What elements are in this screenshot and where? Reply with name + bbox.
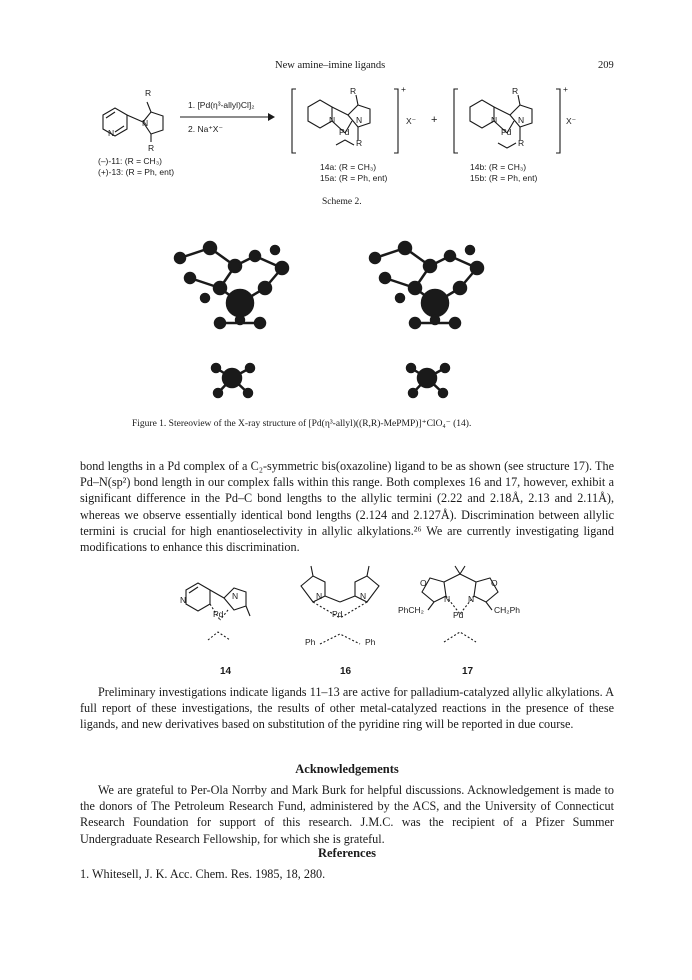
scheme-caption: Scheme 2. xyxy=(322,197,362,207)
right-molecule xyxy=(370,242,483,328)
ligand-11-structure xyxy=(95,90,175,150)
n-label: N xyxy=(468,594,475,604)
paragraph-text: bond lengths in a Pd complex of a C₂-symmetric bis(oxazoline) ligand to be as shown (see structure 17). The Pd–N(sp²) bond length in our complex falls within this range. Both complexes 16 and 17, however, exhibit a significant difference in the Pd–C bond lengths to the allylic termini (2.22 and 2.18Å, 2.13 and 2.11Å), whereas we observe essentially identical bond lengths (2.124 and 2.127Å). Discrimination between allylic termini is crucial for high enantioselectivity in allylic alkylations.²⁶ We are currently investigating ligand modifications to enhance this discrimination. xyxy=(80,459,614,555)
r-label: R xyxy=(356,138,363,148)
r-label: R xyxy=(145,88,152,98)
prod-b-label-1: 14b: (R = CH₃) xyxy=(470,162,527,172)
n-label: N xyxy=(360,591,367,601)
complex-14b-structure xyxy=(452,85,562,157)
n-label: N xyxy=(444,594,451,604)
n-label: N xyxy=(329,115,336,125)
acknowledgements-heading: Acknowledgements xyxy=(295,762,399,776)
n-label: N xyxy=(232,591,239,601)
r-label: R xyxy=(148,143,155,153)
start-label-1: (–)-11: (R = CH₃) xyxy=(98,156,162,166)
reference-list xyxy=(80,866,614,882)
n-label: N xyxy=(316,591,323,601)
o-label: O xyxy=(491,578,498,588)
structure-17-label: 17 xyxy=(462,666,474,677)
left-molecule xyxy=(175,242,288,328)
stereoview-xray-figure xyxy=(160,238,540,400)
reaction-arrow xyxy=(180,112,275,122)
references-heading: References xyxy=(317,846,377,860)
n-label: N xyxy=(142,118,149,128)
pd-label: Pd xyxy=(339,127,350,137)
counterion: X⁻ xyxy=(406,116,417,126)
n-label: N xyxy=(356,115,363,125)
reagent-1: 1. [Pd(η³-allyl)Cl]₂ xyxy=(188,100,255,110)
n-label: N xyxy=(180,595,187,605)
r-label: R xyxy=(512,86,519,96)
acknowledgements-text xyxy=(80,782,614,847)
o-label: O xyxy=(420,578,427,588)
prod-b-label-2: 15b: (R = Ph, ent) xyxy=(470,173,538,183)
r-label: R xyxy=(350,86,357,96)
prod-a-label-2: 15a: (R = Ph, ent) xyxy=(320,173,388,183)
ch2ph-label: CH₂Ph xyxy=(494,605,520,615)
structure-16-label: 16 xyxy=(340,666,352,677)
paragraph-text: We are grateful to Per-Ola Norrby and Mark Burk for helpful discussions. Acknowledgement is made to the donors of The Petroleum Research Fund, administered by the ACS, and the University of Connecticut Research Foundation for support of this research. J.M.C. was the recipient of a Pfizer Summer Undergraduate Research Fellowship, for which she is grateful. xyxy=(80,783,614,846)
complex-14a-structure xyxy=(290,85,400,157)
paragraph-bond-lengths xyxy=(80,458,614,555)
left-counterion xyxy=(212,364,254,397)
pd-label: Pd xyxy=(453,610,464,620)
charge: + xyxy=(563,84,568,94)
paragraph-preliminary xyxy=(80,684,614,733)
page-number: 209 xyxy=(598,60,614,71)
plus-sign: + xyxy=(431,114,438,126)
prod-a-label-1: 14a: (R = CH₃) xyxy=(320,162,377,172)
n-label: N xyxy=(108,128,115,138)
pd-label: Pd xyxy=(213,609,224,619)
ph-label: Ph xyxy=(365,637,376,647)
running-title: New amine–imine ligands xyxy=(275,60,386,71)
structure-14-label: 14 xyxy=(220,666,232,677)
pd-label: Pd xyxy=(501,127,512,137)
figure-1-caption: Figure 1. Stereoview of the X-ray structure of [Pd(η³-allyl)((R,R)-MePMP)]⁺ClO₄⁻ (14). xyxy=(132,419,472,429)
counterion: X⁻ xyxy=(566,116,577,126)
ph-label: Ph xyxy=(305,637,316,647)
pd-label: Pd xyxy=(332,609,343,619)
r-label: R xyxy=(518,138,525,148)
start-label-2: (+)-13: (R = Ph, ent) xyxy=(98,167,175,177)
right-counterion xyxy=(407,364,449,397)
charge: + xyxy=(401,84,406,94)
paragraph-text: Preliminary investigations indicate ligands 11–13 are active for palladium-catalyzed allylic alkylations. A full report of these investigations, the results of other metal-catalyzed reactions in the presence of these ligands, and new derivatives based on substitution of the pyridine ring will be reported in due course. xyxy=(80,685,614,732)
reference-1: 1. Whitesell, J. K. Acc. Chem. Res. 1985, 18, 280. xyxy=(80,867,326,881)
phch2-label: PhCH₂ xyxy=(398,605,424,615)
n-label: N xyxy=(491,115,498,125)
reagent-2: 2. Na⁺X⁻ xyxy=(188,124,223,134)
n-label: N xyxy=(518,115,525,125)
